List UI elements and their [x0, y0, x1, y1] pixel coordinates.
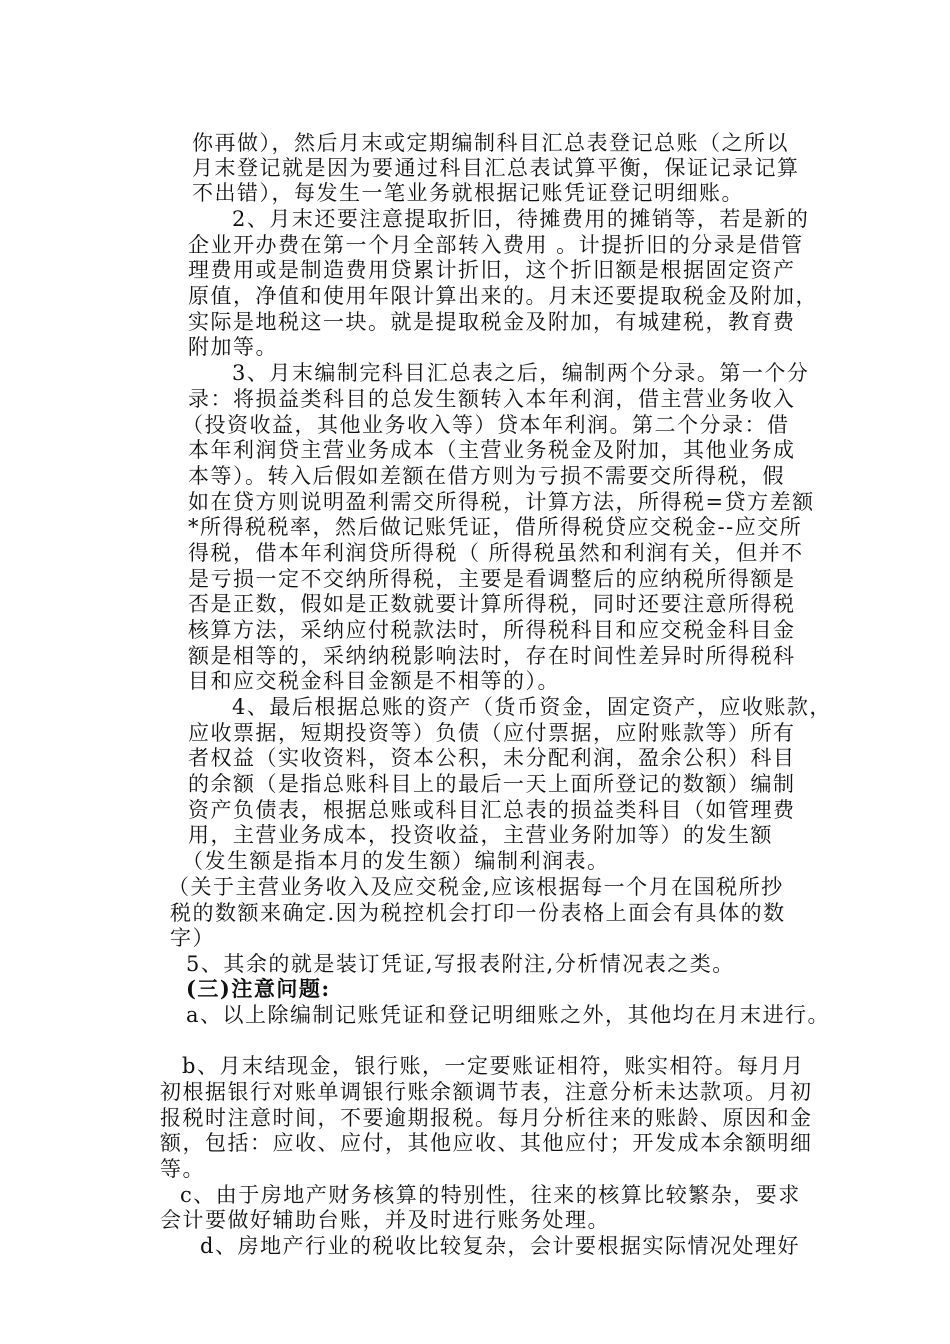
- text-line: （关于主营业务收入及应交税金,应该根据每一个月在国税所抄: [168, 875, 784, 899]
- text-line: 应收票据，短期投资等）负债（应付票据，应附账款等）所有: [188, 721, 796, 745]
- text-line: 税的数额来确定.因为税控机会打印一份表格上面会有具体的数: [170, 901, 786, 925]
- text-line: b、月末结现金，银行账，一定要账证相符，账实相符。每月月: [182, 1054, 805, 1078]
- text-line: 额是相等的，采纳纳税影响法时，存在时间性差异时所得税科: [188, 644, 796, 668]
- text-line: 原值，净值和使用年限计算出来的。月末还要提取税金及附加，: [188, 284, 818, 308]
- text-line: 录：将损益类科目的总发生额转入本年利润，借主营业务收入: [188, 387, 796, 411]
- text-line: 初根据银行对账单调银行账余额调节表，注意分析未达款项。月初: [160, 1080, 813, 1104]
- text-line: 2、月末还要注意提取折旧，待摊费用的摊销等，若是新的: [232, 207, 810, 231]
- text-line: *所得税税率，然后做记账凭证，借所得税贷应交税金--应交所: [188, 515, 803, 539]
- text-line: 得税，借本年利润贷所得税（ 所得税虽然和利润有关，但并不: [188, 541, 804, 565]
- text-line: 本等）。转入后假如差额在借方则为亏损不需要交所得税，假: [188, 464, 785, 488]
- text-line: 月末登记就是因为要通过科目汇总表试算平衡，保证记录记算: [192, 156, 800, 180]
- text-line: 会计要做好辅助台账，并及时进行账务处理。: [160, 1208, 610, 1232]
- text-line: 字）: [170, 926, 215, 950]
- text-line: 3、月末编制完科目汇总表之后，编制两个分录。第一个分: [232, 361, 810, 385]
- text-line: 用，主营业务成本，投资收益，主营业务附加等）的发生额: [188, 823, 773, 847]
- text-line: 不出错），每发生一笔业务就根据记账凭证登记明细账。: [192, 181, 744, 205]
- text-line: 你再做），然后月末或定期编制科目汇总表登记总账（之所以: [192, 131, 789, 155]
- text-line: 资产负债表，根据总账或科目汇总表的损益类科目（如管理费: [188, 798, 796, 822]
- text-line: 额，包括：应收、应付，其他应收、其他应付；开发成本余额明细: [160, 1131, 813, 1155]
- text-line: （发生额是指本月的发生额）编制利润表。: [182, 849, 610, 873]
- text-line: 实际是地税这一块。就是提取税金及附加，有城建税，教育费: [188, 310, 796, 334]
- text-line: 否是正数，假如是正数就要计算所得税，同时还要注意所得税: [188, 592, 796, 616]
- text-line: 附加等。: [188, 335, 278, 359]
- text-line: 如在贷方则说明盈利需交所得税，计算方法，所得税=贷方差额: [188, 490, 815, 514]
- text-line: 的余额（是指总账科目上的最后一天上面所登记的数额）编制: [188, 772, 796, 796]
- text-line: c、由于房地产财务核算的特别性，往来的核算比较繁杂，要求: [180, 1183, 801, 1207]
- text-line: 目和应交税金科目金额是不相等的）。: [188, 669, 560, 693]
- section-heading: (三)注意问题:: [186, 976, 331, 1001]
- text-line: d、房地产行业的税收比较复杂，会计要根据实际情况处理好: [200, 1234, 800, 1258]
- text-line: 核算方法，采纳应付税款法时，所得税科目和应交税金科目金: [188, 618, 796, 642]
- text-line: 报税时注意时间，不要逾期报税。每月分析往来的账龄、原因和金: [160, 1106, 813, 1130]
- text-line: a、以上除编制记账凭证和登记明细账之外，其他均在月末进行。: [186, 1003, 831, 1027]
- text-line: 企业开办费在第一个月全部转入费用 。计提折旧的分录是借管: [188, 233, 804, 257]
- text-line: 本年利润贷主营业务成本（主营业务税金及附加，其他业务成: [188, 438, 796, 462]
- text-line: 是亏损一定不交纳所得税，主要是看调整后的应纳税所得额是: [188, 567, 796, 591]
- text-line: 5、其余的就是装订凭证,写报表附注,分析情况表之类。: [186, 952, 735, 976]
- text-line: 者权益（实收资料，资本公积，未分配利润，盈余公积）科目: [188, 746, 796, 770]
- text-line: 4、最后根据总账的资产（货币资金，固定资产，应收账款，: [232, 695, 832, 719]
- text-line: 理费用或是制造费用贷累计折旧，这个折旧额是根据固定资产: [188, 258, 796, 282]
- text-line: 等。: [160, 1157, 205, 1181]
- text-line: （投资收益，其他业务收入等）贷本年利润。第二个分录：借: [182, 413, 790, 437]
